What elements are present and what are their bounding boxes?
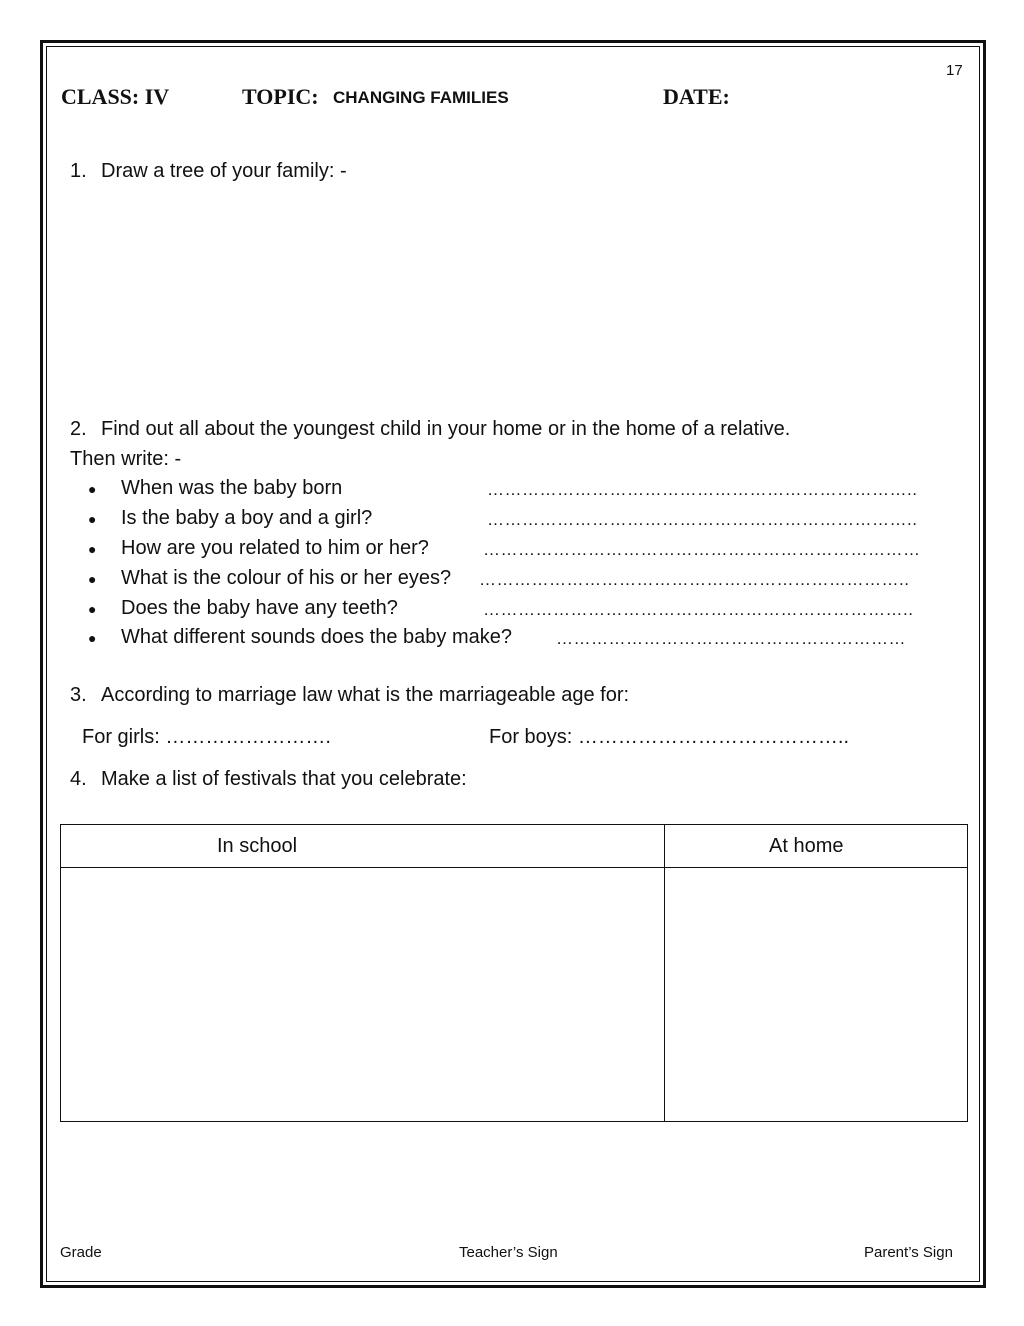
column-header-in-school: In school	[61, 825, 665, 868]
topic-value: CHANGING FAMILIES	[333, 88, 509, 107]
parent-sign-label: Parent’s Sign	[864, 1244, 953, 1261]
q3-girls-answer[interactable]: For girls: …………………….	[82, 726, 331, 748]
grade-label: Grade	[60, 1244, 102, 1261]
festivals-table-row	[61, 868, 968, 1122]
q2-text: Find out all about the youngest child in your home or in the home of a relative.	[101, 418, 791, 440]
q2-item-answer-line[interactable]: …………………………………………………………………	[483, 540, 921, 559]
q2-item-answer-line[interactable]: ………………………………………………………………..	[487, 480, 918, 499]
topic-label: TOPIC:	[242, 84, 319, 109]
q1-number: 1.	[70, 160, 87, 182]
q2-item-label: Does the baby have any teeth?	[121, 597, 398, 619]
date-label: DATE:	[663, 84, 730, 109]
bullet-icon: ●	[88, 630, 97, 646]
q2-item-answer-line[interactable]: ………………………………………………………………..	[483, 600, 914, 619]
column-header-at-home: At home	[665, 825, 968, 868]
q2-subtext: Then write: -	[70, 448, 182, 470]
q3-boys-answer[interactable]: For boys: …………………………………..	[489, 726, 850, 748]
page-number: 17	[946, 62, 963, 79]
q1-text: Draw a tree of your family: -	[101, 160, 347, 182]
q3-number: 3.	[70, 684, 87, 706]
q2-item-answer-line[interactable]: ……………………………………………………	[556, 629, 906, 648]
q2-item-answer-line[interactable]: ………………………………………………………………..	[487, 510, 918, 529]
bullet-icon: ●	[88, 511, 97, 527]
family-tree-drawing-area[interactable]	[70, 196, 950, 406]
q2-item-answer-line[interactable]: ………………………………………………………………..	[479, 570, 910, 589]
q2-number: 2.	[70, 418, 87, 440]
in-school-festivals-cell[interactable]	[61, 868, 665, 1122]
festivals-table	[60, 824, 968, 1122]
q2-item-label: What is the colour of his or her eyes?	[121, 567, 452, 589]
class-label: CLASS: IV	[61, 84, 170, 109]
q3-text: According to marriage law what is the marriageable age for:	[101, 684, 630, 706]
q2-item-label: Is the baby a boy and a girl?	[121, 507, 373, 529]
bullet-icon: ●	[88, 571, 97, 587]
q2-item-label: How are you related to him or her?	[121, 537, 429, 559]
festivals-table-header-row	[61, 825, 968, 868]
bullet-icon: ●	[88, 601, 97, 617]
q2-item-label: When was the baby born	[121, 477, 343, 499]
teacher-sign-label: Teacher’s Sign	[459, 1244, 558, 1261]
at-home-festivals-cell[interactable]	[665, 868, 968, 1122]
q2-item-label: What different sounds does the baby make?	[121, 626, 512, 648]
q4-text: Make a list of festivals that you celebrate:	[101, 768, 467, 790]
bullet-icon: ●	[88, 481, 97, 497]
bullet-icon: ●	[88, 541, 97, 557]
q4-number: 4.	[70, 768, 87, 790]
